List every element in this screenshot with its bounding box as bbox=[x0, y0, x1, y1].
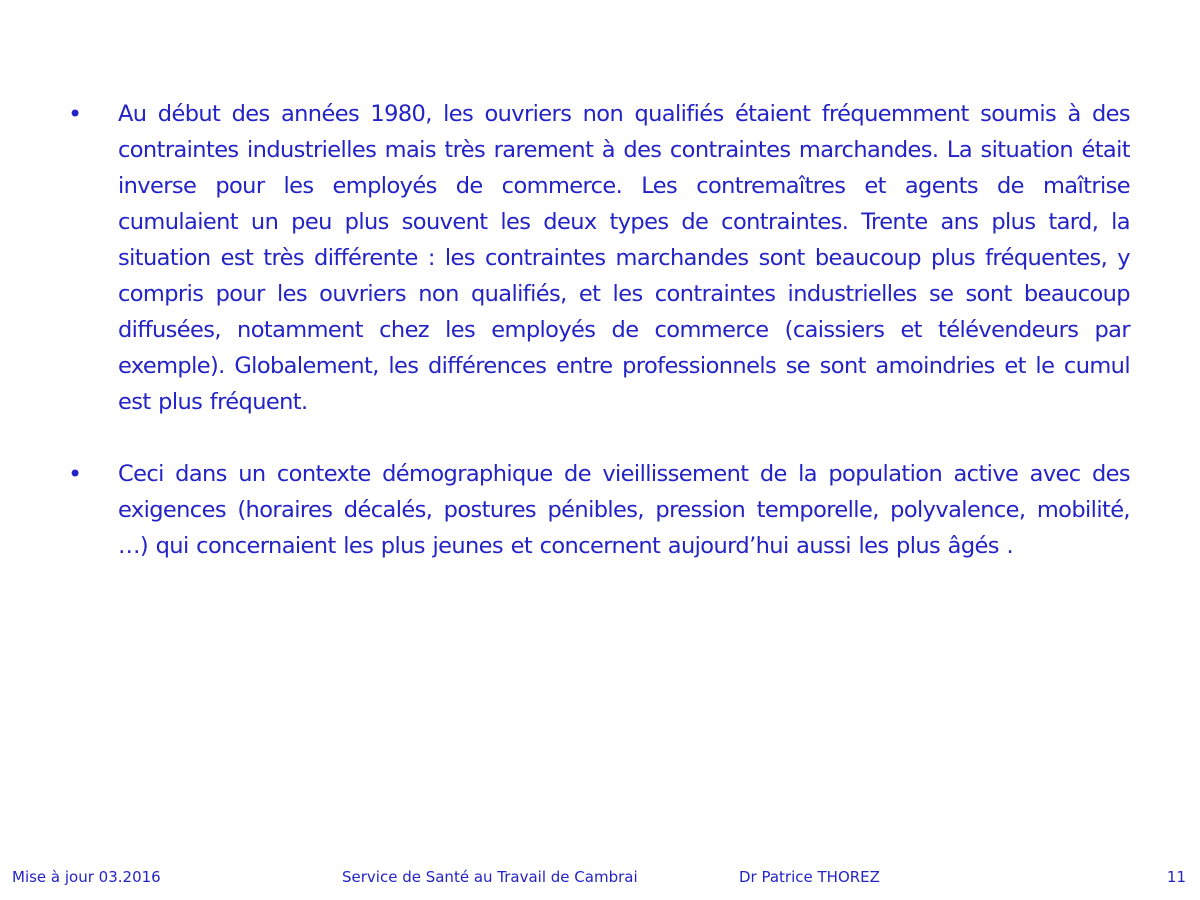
bullet-icon: • bbox=[68, 460, 83, 488]
footer-author: Dr Patrice THOREZ bbox=[739, 868, 880, 886]
bullet-text: Ceci dans un contexte démographique de vieillissement de la population active avec des exigences (horaires décalés, postures pénibles, pression temporelle, polyvalence, mobilité, …) qui concernaient les plus jeunes et concernent aujourd’hui aussi les plus âgés . bbox=[118, 461, 1130, 559]
footer-update-date: Mise à jour 03.2016 bbox=[12, 868, 161, 886]
page-number: 11 bbox=[1166, 868, 1186, 886]
bullet-item bbox=[68, 456, 1130, 564]
bullet-item bbox=[68, 96, 1130, 420]
bullet-icon: • bbox=[68, 100, 83, 128]
bullet-list bbox=[68, 96, 1130, 600]
bullet-text: Au début des années 1980, les ouvriers non qualifiés étaient fréquemment soumis à des contraintes industrielles mais très rarement à des contraintes marchandes. La situation était inverse pour les employés de commerce. Les contremaîtres et agents de maîtrise cumulaient un peu plus souvent les deux types de contraintes. Trente ans plus tard, la situation est très différente : les contraintes marchandes sont beaucoup plus fréquentes, y compris pour les ouvriers non qualifiés, et les contraintes industrielles se sont beaucoup diffusées, notamment chez les employés de commerce (caissiers et télévendeurs par exemple). Globalement, les différences entre professionnels se sont amoindries et le cumul est plus fréquent. bbox=[118, 101, 1130, 415]
footer-organization: Service de Santé au Travail de Cambrai bbox=[342, 868, 638, 886]
